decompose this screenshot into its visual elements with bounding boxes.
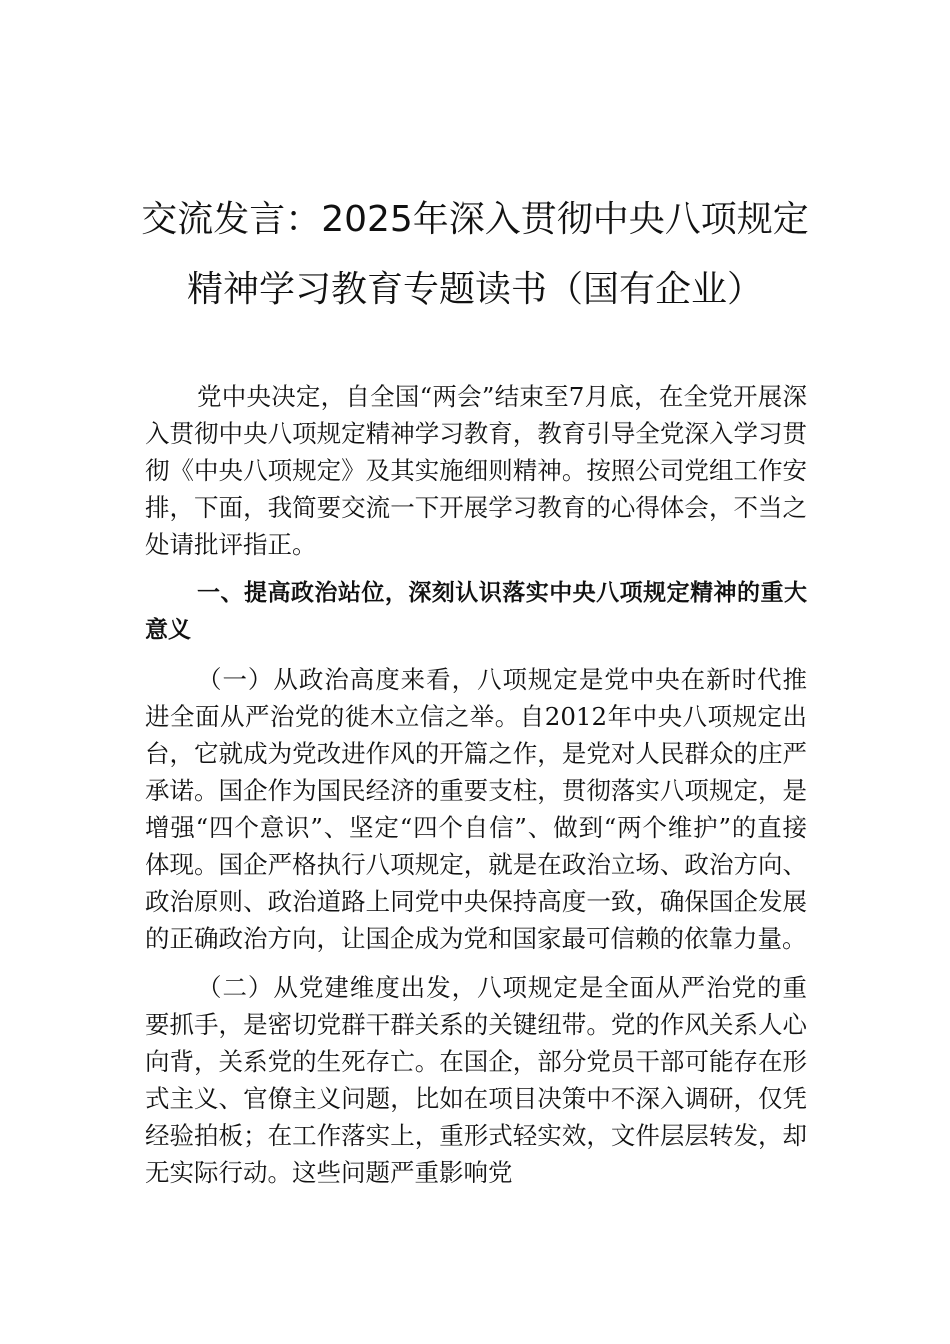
document-title-line-2: 精神学习教育专题读书（国有企业） [186,269,763,310]
document-body [145,378,807,1203]
document-title-line-1: 交流发言：2025年深入贯彻中央八项规定 [141,199,809,240]
section-heading-1: 一、提高政治站位，深刻认识落实中央八项规定精神的重大意义 [145,580,807,643]
subsection-paragraph-2: （二）从党建维度出发，八项规定是全面从严治党的重要抓手，是密切党群干群关系的关键纽带。党的作风关系人心向背，关系党的生死存亡。在国企，部分党员干部可能存在形式主义、官僚主义问题，比如在项目决策中不深入调研，仅凭经验拍板；在工作落实上，重形式轻实效，文件层层转发，却无实际行动。这些问题严重影响党 [145,973,807,1187]
subsection-paragraph-1: （一）从政治高度来看，八项规定是党中央在新时代推进全面从严治党的徙木立信之举。自2012年中央八项规定出台，它就成为党改进作风的开篇之作，是党对人民群众的庄严承诺。国企作为国民经济的重要支柱，贯彻落实八项规定，是增强“四个意识”、坚定“四个自信”、做到“两个维护”的直接体现。国企严格执行八项规定，就是在政治立场、政治方向、政治原则、政治道路上同党中央保持高度一致，确保国企发展的正确政治方向，让国企成为党和国家最可信赖的依靠力量。 [145,665,807,953]
intro-paragraph: 党中央决定，自全国“两会”结束至7月底，在全党开展深入贯彻中央八项规定精神学习教育，教育引导全党深入学习贯彻《中央八项规定》及其实施细则精神。按照公司党组工作安排，下面，我简要交流一下开展学习教育的心得体会，不当之处请批评指正。 [145,382,807,559]
